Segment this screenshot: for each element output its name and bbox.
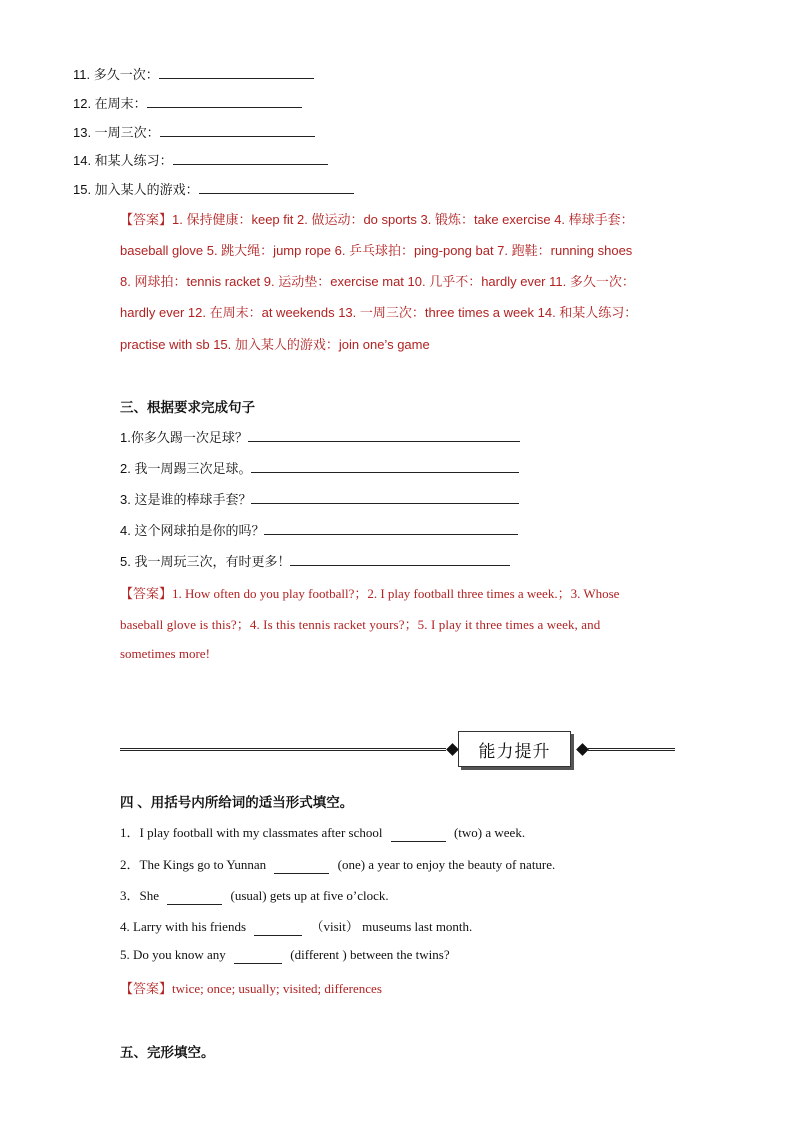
answer-text: twice; once; usually; visited; differences	[172, 981, 382, 996]
fill-prompt: 4. Larry with his friends	[120, 919, 247, 934]
fill-prompt: 3．She	[120, 888, 160, 903]
answer-line: hardly ever 12. 在周末：at weekends 13. 一周三次：three times a week 14. 和某人练习：	[120, 305, 638, 320]
answer-tag: 【答案】	[120, 212, 173, 227]
answer-line	[120, 978, 382, 997]
answer-blank[interactable]	[167, 888, 222, 905]
vocab-label: 14. 和某人练习：	[73, 153, 173, 168]
answer-text: 1. 保持健康：keep fit 2. 做运动：do sports 3. 锻炼：take exercise 4. 棒球手套：	[172, 212, 634, 227]
answer-blank[interactable]	[264, 520, 518, 535]
banner-label: 能力提升	[478, 741, 551, 761]
sentence-prompt: 4. 这个网球拍是你的吗？	[120, 523, 265, 538]
answer-line: baseball glove 5. 跳大绳：jump rope 6. 乒乓球拍：ping-pong bat 7. 跑鞋：running shoes	[120, 243, 633, 258]
vocab-label: 15. 加入某人的游戏：	[73, 182, 199, 197]
vocab-item	[73, 122, 315, 141]
banner-rule-right	[588, 748, 675, 751]
answer-blank[interactable]	[234, 947, 282, 964]
vocab-item	[73, 64, 314, 83]
fill-prompt: 1．I play football with my classmates after school	[120, 825, 383, 840]
answer-line: practise with sb 15. 加入某人的游戏：join one’s game	[120, 337, 430, 352]
vocab-label: 11. 多久一次：	[73, 67, 159, 82]
sentence-prompt: 2. 我一周踢三次足球。	[120, 461, 252, 476]
vocab-item	[73, 93, 302, 112]
answer-line: baseball glove is this?；4. Is this tennis racket yours?；5. I play it three times a week, and	[120, 617, 601, 632]
answer-tag: 【答案】	[120, 586, 173, 601]
diamond-icon	[446, 743, 459, 756]
answer-blank[interactable]	[391, 825, 446, 842]
answer-line	[120, 583, 619, 602]
vocab-item	[73, 150, 328, 169]
answer-line	[120, 209, 634, 228]
diamond-icon	[576, 743, 589, 756]
sentence-prompt: 3. 这是谁的棒球手套？	[120, 492, 252, 507]
fill-hint: (usual) gets up at five o’clock.	[230, 888, 389, 903]
fill-hint: (one) a year to enjoy the beauty of nature.	[337, 857, 556, 872]
fill-prompt: 2．The Kings go to Yunnan	[120, 857, 267, 872]
vocab-item	[73, 179, 354, 198]
sentence-item	[120, 458, 519, 477]
fill-hint: （visit） museums last month.	[310, 919, 473, 934]
fill-item	[120, 854, 555, 874]
sentence-item	[120, 551, 510, 570]
answer-blank[interactable]	[290, 551, 510, 566]
sentence-item	[120, 427, 520, 446]
fill-hint: (different ) between the twins?	[290, 947, 450, 962]
answer-text: 1. How often do you play football?；2. I play football three times a week.；3. Whose	[172, 586, 620, 601]
fill-item	[120, 916, 472, 936]
answer-line: 8. 网球拍：tennis racket 9. 运动垫：exercise mat 10. 几乎不：hardly ever 11. 多久一次：	[120, 274, 635, 289]
answer-blank[interactable]	[160, 122, 315, 137]
answer-tag: 【答案】	[120, 981, 173, 996]
vocab-label: 12. 在周末：	[73, 96, 147, 111]
fill-hint: (two) a week.	[453, 825, 526, 840]
answer-blank[interactable]	[173, 150, 328, 165]
sentence-prompt: 5. 我一周玩三次，有时更多！	[120, 554, 291, 569]
fill-item	[120, 822, 525, 842]
fill-prompt: 5. Do you know any	[120, 947, 226, 962]
answer-blank[interactable]	[274, 857, 329, 874]
vocab-label: 13. 一周三次：	[73, 125, 160, 140]
answer-blank[interactable]	[251, 489, 519, 504]
sentence-item	[120, 520, 518, 539]
section-heading: 四 、用括号内所给词的适当形式填空。	[120, 795, 354, 810]
answer-blank[interactable]	[254, 919, 302, 936]
sentence-item	[120, 489, 519, 508]
fill-item	[120, 947, 450, 964]
banner-title	[458, 731, 571, 767]
section-heading: 三、根据要求完成句子	[120, 400, 255, 415]
sentence-prompt: 1.你多久踢一次足球？	[120, 430, 248, 445]
answer-blank[interactable]	[251, 458, 519, 473]
answer-blank[interactable]	[147, 93, 302, 108]
answer-blank[interactable]	[248, 427, 520, 442]
fill-item	[120, 885, 389, 905]
section-heading: 五、完形填空。	[120, 1045, 215, 1060]
answer-blank[interactable]	[199, 179, 354, 194]
answer-line: sometimes more!	[120, 646, 210, 661]
banner-rule-left	[120, 748, 446, 751]
answer-blank[interactable]	[159, 64, 314, 79]
section-banner	[120, 728, 675, 770]
